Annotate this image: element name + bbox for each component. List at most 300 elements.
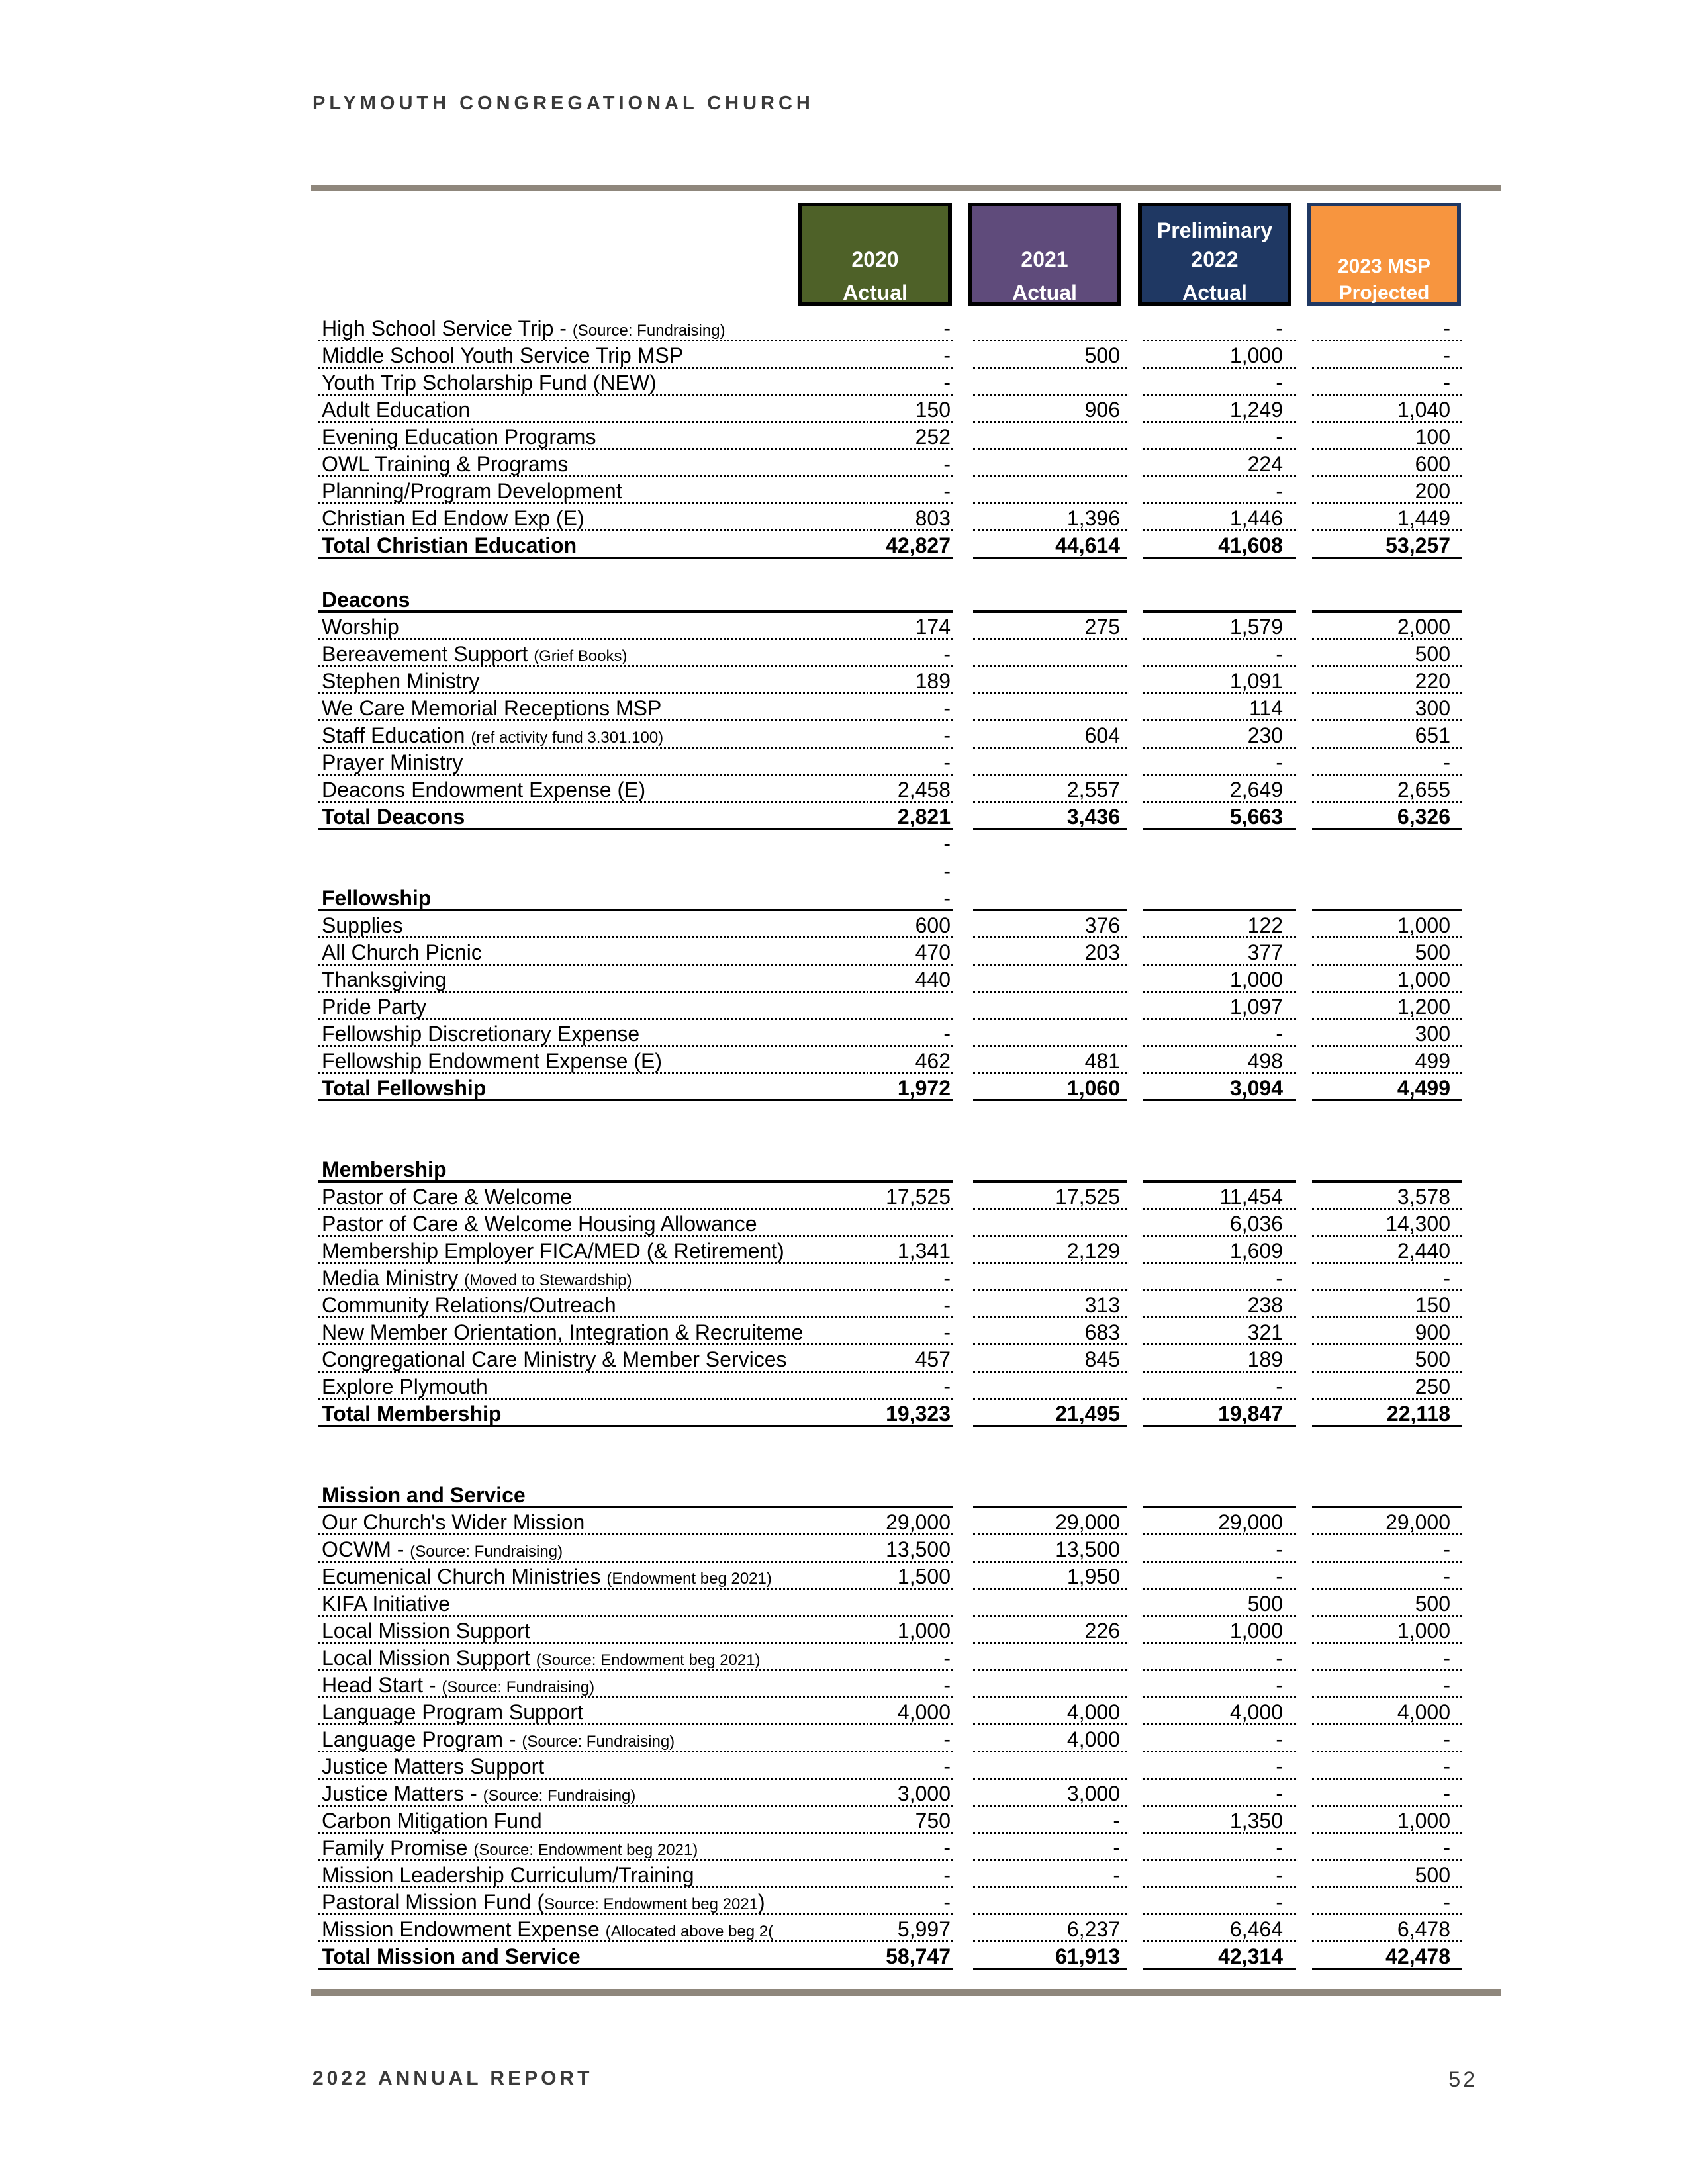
cell-value: 2,821 bbox=[897, 805, 951, 829]
row-label bbox=[322, 1401, 815, 1426]
cell-value: - bbox=[943, 886, 951, 910]
page-number: 52 bbox=[1448, 2068, 1477, 2091]
cell-value: 377 bbox=[1247, 940, 1283, 964]
row-label bbox=[322, 1347, 815, 1372]
row-label bbox=[322, 1591, 815, 1616]
cell-value: 4,000 bbox=[1397, 1700, 1450, 1724]
table-row bbox=[0, 776, 1688, 803]
cell-value: 238 bbox=[1247, 1293, 1283, 1317]
row-label-text: Fellowship Endowment Expense (E) bbox=[322, 1049, 663, 1073]
row-label-text: Mission Endowment Expense bbox=[322, 1917, 606, 1941]
table-row bbox=[0, 1780, 1688, 1807]
cell-value: - bbox=[943, 452, 951, 476]
table-row bbox=[0, 1183, 1688, 1210]
row-label bbox=[322, 1320, 815, 1345]
table-row bbox=[0, 1318, 1688, 1345]
cell-value: 2,557 bbox=[1066, 778, 1120, 801]
table-row bbox=[0, 1020, 1688, 1047]
cell-value: - bbox=[943, 1266, 951, 1290]
cell-value: 321 bbox=[1247, 1320, 1283, 1344]
cell-value: 21,495 bbox=[1055, 1402, 1120, 1426]
cell-value: 17,525 bbox=[1055, 1185, 1120, 1208]
row-label-text: Planning/Program Development bbox=[322, 479, 622, 503]
cell-value: 19,847 bbox=[1218, 1402, 1283, 1426]
table-row bbox=[0, 1345, 1688, 1373]
row-label-note: (Allocated above beg 2( bbox=[605, 1923, 774, 1940]
cell-value: 500 bbox=[1084, 343, 1120, 367]
cell-value: 4,000 bbox=[897, 1700, 951, 1724]
row-label bbox=[322, 1374, 815, 1399]
row-label bbox=[322, 1510, 815, 1535]
col-header-line2: 2022 bbox=[1191, 248, 1239, 271]
row-label-text: Media Ministry bbox=[322, 1266, 465, 1290]
col-header-line3: Projected bbox=[1338, 282, 1430, 304]
table-row bbox=[0, 1563, 1688, 1590]
row-label-text: High School Service Trip - bbox=[322, 316, 573, 340]
cell-value: 500 bbox=[1415, 940, 1450, 964]
cell-value: 230 bbox=[1247, 723, 1283, 747]
cell-value: 6,326 bbox=[1397, 805, 1450, 829]
row-label bbox=[322, 1021, 815, 1046]
cell-value: 11,454 bbox=[1219, 1185, 1283, 1208]
cell-value: 29,000 bbox=[1218, 1510, 1283, 1534]
cell-value: 4,000 bbox=[1066, 1700, 1120, 1724]
cell-value: 6,464 bbox=[1229, 1917, 1283, 1941]
cell-value: - bbox=[1276, 1537, 1283, 1561]
row-label-suffix: ) bbox=[758, 1890, 765, 1914]
cell-value: 651 bbox=[1415, 723, 1450, 747]
cell-value: - bbox=[1113, 1809, 1120, 1833]
cell-value: 1,000 bbox=[1397, 968, 1450, 991]
row-label-note: (Source: Fundraising) bbox=[522, 1733, 675, 1751]
row-label bbox=[322, 1238, 815, 1263]
cell-value: - bbox=[943, 751, 951, 774]
cell-value: - bbox=[1276, 1782, 1283, 1805]
row-label bbox=[322, 397, 815, 422]
cell-value: 2,129 bbox=[1066, 1239, 1120, 1263]
row-label-text: Pastor of Care & Welcome Housing Allowance bbox=[322, 1212, 757, 1236]
row-label-note: (ref activity fund 3.301.100) bbox=[471, 729, 664, 747]
cell-value: 4,000 bbox=[1229, 1700, 1283, 1724]
cell-value: 19,323 bbox=[886, 1402, 951, 1426]
row-label-text: Pride Party bbox=[322, 995, 427, 1019]
cell-value: 900 bbox=[1415, 1320, 1450, 1344]
cell-value: 600 bbox=[915, 913, 951, 937]
column-header-2021 bbox=[968, 203, 1121, 306]
cell-value: - bbox=[1443, 1673, 1450, 1697]
table-row bbox=[0, 1535, 1688, 1563]
cell-value: 203 bbox=[1084, 940, 1120, 964]
table-row bbox=[0, 1264, 1688, 1291]
table-row bbox=[0, 1047, 1688, 1074]
table-row bbox=[0, 1590, 1688, 1617]
cell-value: 1,000 bbox=[897, 1619, 951, 1643]
cell-value: - bbox=[1276, 1863, 1283, 1887]
table-row bbox=[0, 1915, 1688, 1942]
section-header-row bbox=[0, 586, 1688, 613]
row-label-text: Language Program Support bbox=[322, 1700, 583, 1724]
cell-value: 275 bbox=[1084, 615, 1120, 639]
row-label-text: Justice Matters Support bbox=[322, 1754, 545, 1778]
row-label-text: We Care Memorial Receptions MSP bbox=[322, 696, 662, 720]
cell-value: 470 bbox=[915, 940, 951, 964]
cell-value: - bbox=[1276, 1375, 1283, 1398]
cell-value: 2,649 bbox=[1229, 778, 1283, 801]
cell-value: 1,200 bbox=[1397, 995, 1450, 1019]
cell-value: 61,913 bbox=[1055, 1944, 1120, 1968]
row-label bbox=[322, 1754, 815, 1779]
cell-value: 1,091 bbox=[1229, 669, 1283, 693]
section-header-row bbox=[0, 1481, 1688, 1508]
row-label bbox=[322, 1618, 815, 1643]
cell-value: - bbox=[943, 343, 951, 367]
row-label-note: (Endowment beg 2021) bbox=[606, 1570, 772, 1588]
cell-value: 5,997 bbox=[897, 1917, 951, 1941]
row-label bbox=[322, 886, 815, 911]
cell-value: 2,000 bbox=[1397, 615, 1450, 639]
cell-value: 6,237 bbox=[1066, 1917, 1120, 1941]
col-header-line3: Actual bbox=[1182, 281, 1247, 304]
cell-value: - bbox=[1276, 1673, 1283, 1697]
table-row bbox=[0, 369, 1688, 396]
cell-value: 1,249 bbox=[1229, 398, 1283, 422]
cell-value: 500 bbox=[1415, 642, 1450, 666]
table-row bbox=[0, 694, 1688, 721]
cell-value: 1,396 bbox=[1066, 506, 1120, 530]
table-row bbox=[0, 477, 1688, 504]
cell-value: 2,440 bbox=[1397, 1239, 1450, 1263]
row-label bbox=[322, 668, 815, 694]
table-row bbox=[0, 721, 1688, 749]
cell-value: 1,500 bbox=[897, 1565, 951, 1588]
cell-value: 3,094 bbox=[1229, 1076, 1283, 1100]
cell-value: 1,950 bbox=[1066, 1565, 1120, 1588]
cell-value: - bbox=[1276, 1022, 1283, 1046]
cell-value: 252 bbox=[915, 425, 951, 449]
bottom-rule bbox=[311, 1989, 1501, 1996]
cell-value: - bbox=[1443, 316, 1450, 340]
cell-value: 2,655 bbox=[1397, 778, 1450, 801]
row-label bbox=[322, 370, 815, 395]
row-label bbox=[322, 913, 815, 938]
total-row bbox=[0, 1942, 1688, 1970]
cell-value: 189 bbox=[1247, 1347, 1283, 1371]
row-label bbox=[322, 424, 815, 449]
cell-value: - bbox=[1443, 1266, 1450, 1290]
table-row bbox=[0, 613, 1688, 640]
row-label bbox=[322, 1075, 815, 1101]
row-label bbox=[322, 478, 815, 504]
cell-value: - bbox=[1443, 1782, 1450, 1805]
table-row bbox=[0, 749, 1688, 776]
cell-value: 500 bbox=[1247, 1592, 1283, 1615]
row-label bbox=[322, 343, 815, 368]
cell-value: - bbox=[943, 1890, 951, 1914]
col-header-line2: 2021 bbox=[1021, 248, 1068, 271]
cell-value: - bbox=[1443, 1646, 1450, 1670]
total-row bbox=[0, 1400, 1688, 1427]
table-row bbox=[0, 314, 1688, 341]
cell-value: - bbox=[1113, 1863, 1120, 1887]
row-label-text: Fellowship Discretionary Expense bbox=[322, 1022, 640, 1046]
table-row bbox=[0, 1427, 1688, 1454]
cell-value: 42,827 bbox=[886, 533, 951, 557]
row-label bbox=[322, 1211, 815, 1236]
cell-value: 150 bbox=[915, 398, 951, 422]
cell-value: 1,060 bbox=[1066, 1076, 1120, 1100]
table-row bbox=[0, 1128, 1688, 1156]
cell-value: 1,000 bbox=[1397, 913, 1450, 937]
row-label-text: Local Mission Support bbox=[322, 1646, 536, 1670]
cell-value: - bbox=[1443, 1754, 1450, 1778]
cell-value: 4,499 bbox=[1397, 1076, 1450, 1100]
row-label-text: Middle School Youth Service Trip MSP bbox=[322, 343, 684, 367]
cell-value: - bbox=[943, 1673, 951, 1697]
cell-value: 300 bbox=[1415, 1022, 1450, 1046]
cell-value: 1,000 bbox=[1397, 1619, 1450, 1643]
row-label-text: Head Start - bbox=[322, 1673, 442, 1697]
row-label-note: (Source: Fundraising) bbox=[483, 1787, 636, 1805]
row-label-note: (Source: Fundraising) bbox=[442, 1678, 595, 1696]
cell-value: - bbox=[1276, 1646, 1283, 1670]
cell-value: - bbox=[1443, 1836, 1450, 1860]
row-label bbox=[322, 696, 815, 721]
row-label-note: (Moved to Stewardship) bbox=[464, 1271, 632, 1289]
cell-value: 457 bbox=[915, 1347, 951, 1371]
row-label-text: Local Mission Support bbox=[322, 1619, 530, 1643]
col-header-line1: Preliminary bbox=[1156, 218, 1273, 242]
row-label-text: Youth Trip Scholarship Fund (NEW) bbox=[322, 371, 657, 394]
table-row bbox=[0, 857, 1688, 884]
cell-value: - bbox=[1443, 1890, 1450, 1914]
cell-value: - bbox=[1443, 371, 1450, 394]
row-label bbox=[322, 804, 815, 829]
cell-value: 58,747 bbox=[886, 1944, 951, 1968]
row-label-note: (Source: Fundraising) bbox=[572, 322, 726, 340]
cell-value: - bbox=[943, 696, 951, 720]
cell-value: 1,000 bbox=[1229, 1619, 1283, 1643]
table-row bbox=[0, 1671, 1688, 1698]
table-row bbox=[0, 423, 1688, 450]
row-label bbox=[322, 533, 815, 558]
row-label bbox=[322, 1293, 815, 1318]
cell-value: 174 bbox=[915, 615, 951, 639]
cell-value: - bbox=[1276, 1754, 1283, 1778]
cell-value: 3,000 bbox=[897, 1782, 951, 1805]
row-underline bbox=[973, 1968, 1127, 1970]
cell-value: 845 bbox=[1084, 1347, 1120, 1371]
cell-value: - bbox=[943, 1646, 951, 1670]
cell-value: - bbox=[943, 642, 951, 666]
cell-value: 604 bbox=[1084, 723, 1120, 747]
row-label-text: Membership Employer FICA/MED (& Retirement) bbox=[322, 1239, 784, 1263]
cell-value: 122 bbox=[1247, 913, 1283, 937]
table-row bbox=[0, 911, 1688, 938]
cell-value: - bbox=[1276, 316, 1283, 340]
table-row bbox=[0, 1644, 1688, 1671]
cell-value: 500 bbox=[1415, 1592, 1450, 1615]
cell-value: 13,500 bbox=[1055, 1537, 1120, 1561]
col-header-line3: Actual bbox=[1012, 281, 1077, 304]
footer-title: 2022 ANNUAL REPORT bbox=[312, 2068, 593, 2089]
row-label-text: Supplies bbox=[322, 913, 403, 937]
cell-value: 1,972 bbox=[897, 1076, 951, 1100]
table-row bbox=[0, 504, 1688, 531]
row-label bbox=[322, 1048, 815, 1073]
table-row bbox=[0, 667, 1688, 694]
cell-value: 29,000 bbox=[1055, 1510, 1120, 1534]
column-header-2022 bbox=[1138, 203, 1291, 306]
table-row bbox=[0, 396, 1688, 423]
cell-value: - bbox=[1276, 1266, 1283, 1290]
cell-value: 1,097 bbox=[1229, 995, 1283, 1019]
cell-value: - bbox=[1276, 1565, 1283, 1588]
cell-value: 1,341 bbox=[897, 1239, 951, 1263]
row-label bbox=[322, 994, 815, 1019]
cell-value: 1,040 bbox=[1397, 398, 1450, 422]
table-row bbox=[0, 966, 1688, 993]
col-header-line3: Actual bbox=[843, 281, 908, 304]
cell-value: 376 bbox=[1084, 913, 1120, 937]
col-header-line2: 2020 bbox=[851, 248, 899, 271]
cell-value: 41,608 bbox=[1218, 533, 1283, 557]
cell-value: 200 bbox=[1415, 479, 1450, 503]
table-row bbox=[0, 1807, 1688, 1834]
table-row bbox=[0, 1888, 1688, 1915]
row-label-text: New Member Orientation, Integration & Recruiteme bbox=[322, 1320, 804, 1344]
cell-value: - bbox=[943, 723, 951, 747]
cell-value: 220 bbox=[1415, 669, 1450, 693]
row-label-text: Language Program - bbox=[322, 1727, 522, 1751]
row-label-text: Mission and Service bbox=[322, 1483, 526, 1507]
row-label-text: Explore Plymouth bbox=[322, 1375, 488, 1398]
cell-value: 22,118 bbox=[1386, 1402, 1450, 1426]
row-label-note: (Source: Endowment beg 2021) bbox=[536, 1651, 761, 1669]
cell-value: 14,300 bbox=[1385, 1212, 1450, 1236]
cell-value: - bbox=[1443, 343, 1450, 367]
cell-value: 3,000 bbox=[1066, 1782, 1120, 1805]
total-row bbox=[0, 531, 1688, 559]
row-label-text: Ecumenical Church Ministries bbox=[322, 1565, 607, 1588]
row-label-text: Total Christian Education bbox=[322, 533, 577, 557]
cell-value: - bbox=[943, 1022, 951, 1046]
cell-value: 313 bbox=[1084, 1293, 1120, 1317]
cell-value: 1,000 bbox=[1229, 968, 1283, 991]
row-label bbox=[322, 506, 815, 531]
row-label-text: Deacons Endowment Expense (E) bbox=[322, 778, 646, 801]
cell-value: 481 bbox=[1084, 1049, 1120, 1073]
row-label-text: Community Relations/Outreach bbox=[322, 1293, 616, 1317]
cell-value: 498 bbox=[1247, 1049, 1283, 1073]
table-row bbox=[0, 1210, 1688, 1237]
row-label-text: Fellowship bbox=[322, 886, 432, 910]
row-label-text: Pastor of Care & Welcome bbox=[322, 1185, 573, 1208]
table-row bbox=[0, 1752, 1688, 1780]
cell-value: 1,000 bbox=[1397, 1809, 1450, 1833]
total-row bbox=[0, 1074, 1688, 1101]
cell-value: 1,350 bbox=[1229, 1809, 1283, 1833]
cell-value: 600 bbox=[1415, 452, 1450, 476]
cell-value: - bbox=[1443, 1565, 1450, 1588]
section-header-row bbox=[0, 884, 1688, 911]
row-label-text: Thanksgiving bbox=[322, 968, 447, 991]
cell-value: - bbox=[1443, 1727, 1450, 1751]
row-label-text: Deacons bbox=[322, 588, 410, 612]
row-label-text: Carbon Mitigation Fund bbox=[322, 1809, 542, 1833]
row-label-text: Christian Ed Endow Exp (E) bbox=[322, 506, 585, 530]
cell-value: 189 bbox=[915, 669, 951, 693]
table-row bbox=[0, 1101, 1688, 1128]
cell-value: - bbox=[1276, 1836, 1283, 1860]
cell-value: 906 bbox=[1084, 398, 1120, 422]
cell-value: 6,478 bbox=[1397, 1917, 1450, 1941]
cell-value: 44,614 bbox=[1055, 533, 1120, 557]
top-rule bbox=[311, 185, 1501, 191]
row-label bbox=[322, 587, 815, 612]
cell-value: - bbox=[1276, 425, 1283, 449]
cell-value: - bbox=[1276, 479, 1283, 503]
cell-value: - bbox=[943, 371, 951, 394]
row-label-text: Total Mission and Service bbox=[322, 1944, 581, 1968]
cell-value: - bbox=[943, 1754, 951, 1778]
cell-value: 226 bbox=[1084, 1619, 1120, 1643]
column-header-2023 bbox=[1307, 203, 1461, 306]
row-label-text: OCWM - bbox=[322, 1537, 410, 1561]
cell-value: 500 bbox=[1415, 1347, 1450, 1371]
row-label-note: (Source: Endowment beg 2021) bbox=[473, 1841, 698, 1859]
table-row bbox=[0, 993, 1688, 1020]
row-label bbox=[322, 1808, 815, 1833]
table-row bbox=[0, 1237, 1688, 1264]
cell-value: 250 bbox=[1415, 1375, 1450, 1398]
row-label-note: (Source: Fundraising) bbox=[410, 1543, 563, 1561]
table-row bbox=[0, 559, 1688, 586]
cell-value: - bbox=[943, 1727, 951, 1751]
cell-value: - bbox=[1443, 751, 1450, 774]
row-label-text: Justice Matters - bbox=[322, 1782, 483, 1805]
cell-value: - bbox=[943, 479, 951, 503]
cell-value: 224 bbox=[1247, 452, 1283, 476]
table-row bbox=[0, 341, 1688, 369]
cell-value: - bbox=[1443, 1537, 1450, 1561]
row-label bbox=[322, 1184, 815, 1209]
row-label bbox=[322, 614, 815, 639]
table-row bbox=[0, 1725, 1688, 1752]
cell-value: - bbox=[1276, 751, 1283, 774]
cell-value: 6,036 bbox=[1229, 1212, 1283, 1236]
col-header-line2: 2023 MSP bbox=[1337, 255, 1431, 277]
cell-value: 114 bbox=[1248, 696, 1283, 720]
row-label-text: Worship bbox=[322, 615, 399, 639]
cell-value: - bbox=[943, 859, 951, 883]
row-label bbox=[322, 1157, 815, 1182]
cell-value: 1,609 bbox=[1229, 1239, 1283, 1263]
row-label-text: Congregational Care Ministry & Member Services bbox=[322, 1347, 787, 1371]
cell-value: 462 bbox=[915, 1049, 951, 1073]
row-label-text: Mission Leadership Curriculum/Training bbox=[322, 1863, 694, 1887]
cell-value: - bbox=[943, 1836, 951, 1860]
row-label bbox=[322, 750, 815, 775]
cell-value: 150 bbox=[1415, 1293, 1450, 1317]
cell-value: 42,314 bbox=[1218, 1944, 1283, 1968]
row-label bbox=[322, 1700, 815, 1725]
cell-value: 1,446 bbox=[1229, 506, 1283, 530]
cell-value: - bbox=[1276, 1727, 1283, 1751]
cell-value: 3,436 bbox=[1066, 805, 1120, 829]
row-label-text: Total Fellowship bbox=[322, 1076, 487, 1100]
cell-value: - bbox=[943, 832, 951, 856]
cell-value: 683 bbox=[1084, 1320, 1120, 1344]
